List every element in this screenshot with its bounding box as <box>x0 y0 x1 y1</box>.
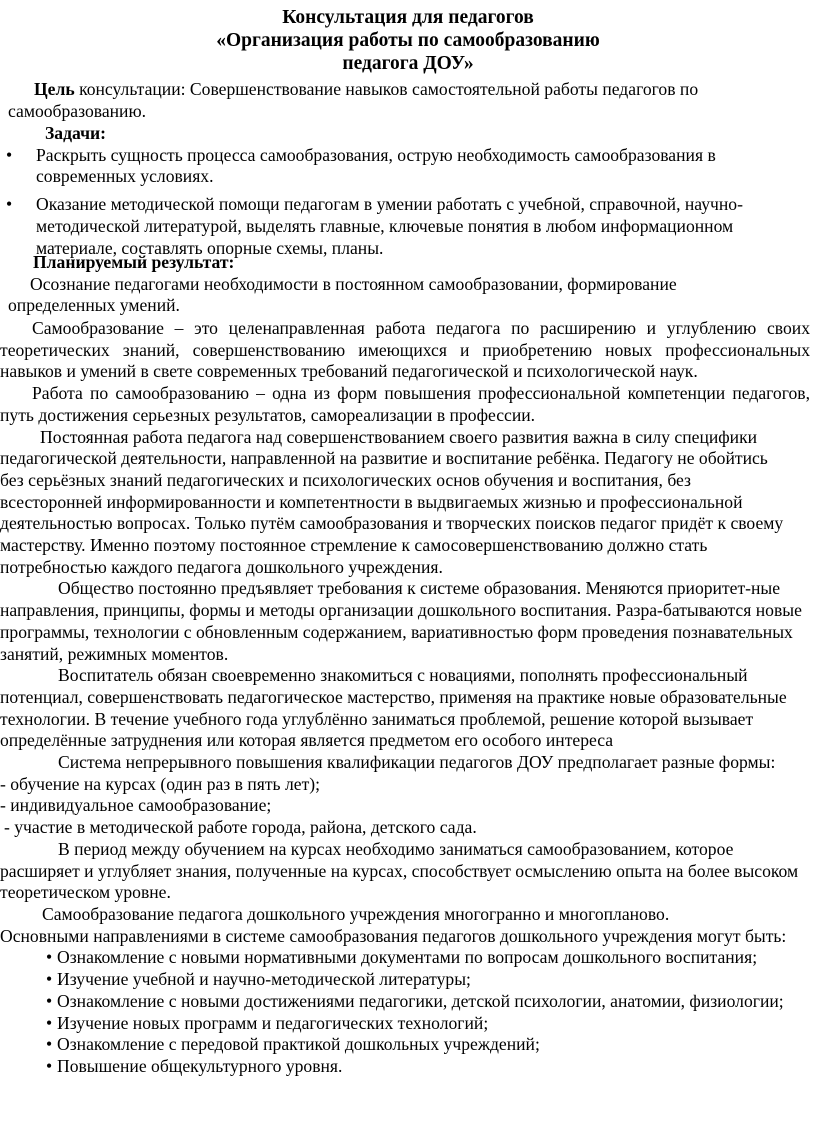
direction-text: Изучение новых программ и педагогических технологий; <box>57 1012 489 1033</box>
document-header <box>0 6 816 75</box>
form-item-1: - обучение на курсах (один раз в пять лет); <box>0 773 321 794</box>
form-item-2: - индивидуальное самообразование; <box>0 795 272 816</box>
task-text: Оказание методической помощи педагогам в умении работать с учебной, справочной, научно-методической литературой, выделять главные, ключевые понятия в любом информационном материале, составлять опорные схемы, планы. <box>36 194 743 258</box>
paragraph-2: Работа по самообразованию – одна из форм повышения профессиональной компетенции педагогов, путь достижения серьезных результатов, самореализации в профессии. <box>0 383 810 425</box>
tasks-section <box>0 123 816 259</box>
title-line-3: педагога ДОУ» <box>342 53 474 74</box>
tasks-label: Задачи: <box>45 123 106 143</box>
bullet-icon: • <box>6 144 13 165</box>
bullet-icon: • <box>46 990 53 1011</box>
result-label: Планируемый результат: <box>33 252 235 272</box>
direction-text: Изучение учебной и научно-методической литературы; <box>57 969 471 990</box>
title-line-1: Консультация для педагогов <box>282 7 534 28</box>
result-text: Осознание педагогами необходимости в постоянном самообразовании, формирование определенных умений. <box>8 273 677 316</box>
paragraph-3: Постоянная работа педагога над совершенствованием своего развития важна в силу специфики педагогической деятельности, направленной на развитие и воспитание ребёнка. Педагогу не обойтись без серьёзных знаний педагогических и психологических основ обучения и воспитания, без всесторонней информированности и компетентности в выдвигаемых жизнью и профессиональной деятельностью вопросах. Только путём самообразования и творческих поисков педагог придёт к своему мастерству. Именно поэтому постоянное стремление к самосовершенствованию должно стать потребностью каждого педагога дошкольного учреждения. <box>0 426 784 577</box>
goal-paragraph <box>0 79 816 122</box>
title-line-2: «Организация работы по самообразованию <box>216 30 600 51</box>
list-item <box>0 145 816 188</box>
list-item <box>0 1013 816 1035</box>
paragraph-5: Воспитатель обязан своевременно знакомиться с новациями, пополнять профессиональный потенциал, совершенствовать педагогическое мастерство, применяя на практике новые образовательные технологии. В течение учебного года углублённо заниматься проблемой, решение которой вызывает определённые затруднения или которая является предметом его особого интереса <box>0 665 787 751</box>
tasks-list <box>0 145 816 260</box>
list-item <box>0 194 816 259</box>
direction-text: Повышение общекультурного уровня. <box>57 1055 343 1076</box>
paragraph-1: Самообразование – это целенаправленная работа педагога по расширению и углублению своих теоретических знаний, совершенствованию имеющихся и приобретению новых профессиональных навыков и умений в свете современных требований педагогической и психологической наук. <box>0 318 810 382</box>
direction-text: Ознакомление с новыми нормативными документами по вопросам дошкольного воспитания; <box>57 947 758 968</box>
bullet-icon: • <box>46 947 53 968</box>
main-text <box>0 318 816 1078</box>
bullet-icon: • <box>46 1034 53 1055</box>
bullet-icon: • <box>46 1012 53 1033</box>
bullet-icon: • <box>46 969 53 990</box>
paragraph-4: Общество постоянно предъявляет требования к системе образования. Меняются приоритет-ные направления, принципы, формы и методы организации дошкольного воспитания. Разра-батываются новые программы, технологии с обновленным содержанием, вариативностью форм проведения познавательных занятий, режимных моментов. <box>0 578 802 664</box>
paragraph-6: Система непрерывного повышения квалификации педагогов ДОУ предполагает разные формы: <box>58 752 776 773</box>
paragraph-8a: Самообразование педагога дошкольного учреждения многогранно и многопланово. <box>42 903 670 924</box>
form-item-3: - участие в методической работе города, района, детского сада. <box>4 817 477 838</box>
list-item <box>0 947 816 969</box>
goal-section <box>0 79 816 122</box>
bullet-icon: • <box>6 194 13 215</box>
result-section <box>0 252 816 317</box>
list-item <box>0 1056 816 1078</box>
goal-text: консультации: Совершенствование навыков самостоятельной работы педагогов по самообразованию. <box>8 79 699 121</box>
direction-text: Ознакомление с новыми достижениями педагогики, детской психологии, анатомии, физиологии; <box>57 990 784 1011</box>
task-text: Раскрыть сущность процесса самообразования, острую необходимость самообразования в современных условиях. <box>36 144 716 187</box>
bullet-icon: • <box>46 1055 53 1076</box>
goal-label: Цель <box>34 79 75 99</box>
list-item <box>0 969 816 991</box>
direction-text: Ознакомление с передовой практикой дошкольных учреждений; <box>57 1034 540 1055</box>
paragraph-7: В период между обучением на курсах необходимо заниматься самообразованием, которое расширяет и углубляет знания, полученные на курсах, способствует осмыслению опыта на более высоком теоретическом уровне. <box>0 838 799 903</box>
paragraph-8b: Основными направлениями в системе самообразования педагогов дошкольного учреждения могут быть: <box>0 925 787 946</box>
list-item <box>0 991 816 1013</box>
list-item <box>0 1034 816 1056</box>
directions-list <box>0 947 816 1077</box>
